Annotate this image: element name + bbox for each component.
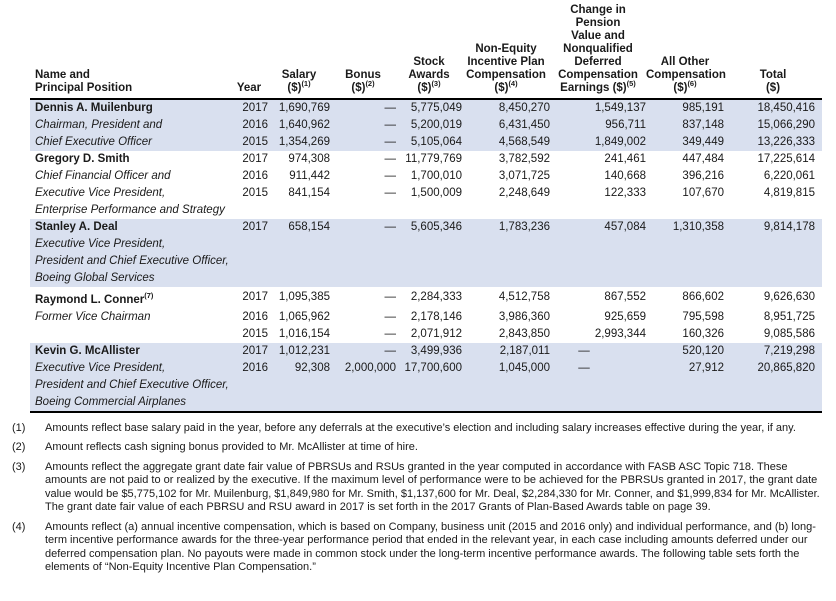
cell-bonus: — bbox=[384, 153, 396, 165]
cell-total: 4,819,815 bbox=[763, 187, 815, 199]
header-line: ($) bbox=[351, 82, 366, 94]
header-line: Total bbox=[759, 69, 787, 81]
cell-year: 2017 bbox=[230, 99, 268, 117]
column-header-year bbox=[230, 4, 268, 99]
cell-year: 2016 bbox=[242, 170, 268, 182]
header-line: Stock bbox=[413, 56, 445, 68]
cell-salary bbox=[268, 377, 330, 394]
executive-position-line bbox=[30, 326, 230, 343]
executive-position-line: Chief Financial Officer and bbox=[35, 170, 171, 182]
header-line: Year bbox=[236, 82, 262, 94]
cell-stock: 11,779,769 bbox=[405, 153, 462, 165]
cell-neip bbox=[462, 253, 550, 270]
cell-bonus: — bbox=[384, 187, 396, 199]
column-header-pension bbox=[550, 4, 646, 99]
cell-total: 13,226,333 bbox=[724, 134, 822, 151]
cell-year: 2017 bbox=[242, 291, 268, 304]
cell-total: 6,220,061 bbox=[763, 170, 815, 182]
header-line: Principal Position bbox=[35, 82, 133, 94]
header-line: Change in bbox=[570, 4, 626, 16]
footnote-ref: (4) bbox=[508, 79, 518, 89]
cell-other: 160,326 bbox=[682, 327, 724, 340]
cell-pension: 1,549,137 bbox=[550, 99, 646, 117]
cell-pension: — bbox=[550, 343, 646, 360]
cell-year: 2017 bbox=[230, 343, 268, 360]
cell-salary: 1,095,385 bbox=[278, 291, 330, 304]
cell-salary: 1,012,231 bbox=[268, 343, 330, 360]
table-header-row bbox=[30, 4, 822, 99]
cell-neip: 2,843,850 bbox=[498, 327, 550, 340]
cell-other: 985,191 bbox=[646, 99, 724, 117]
cell-neip: 3,782,592 bbox=[498, 153, 550, 165]
cell-total bbox=[724, 253, 822, 270]
executive-name bbox=[30, 219, 230, 236]
cell-neip bbox=[462, 236, 550, 253]
executive-name-text: Gregory D. Smith bbox=[35, 153, 130, 165]
column-header-bonus bbox=[330, 4, 396, 99]
cell-salary: 1,354,269 bbox=[268, 134, 330, 151]
cell-other: 520,120 bbox=[646, 343, 724, 360]
header-line: Compensation bbox=[646, 69, 726, 81]
cell-neip: 4,512,758 bbox=[498, 291, 550, 304]
executive-position-line: Former Vice Chairman bbox=[35, 310, 151, 323]
cell-bonus bbox=[330, 377, 396, 394]
footnotes-section bbox=[12, 422, 826, 575]
cell-year bbox=[230, 253, 268, 270]
cell-neip bbox=[462, 270, 550, 287]
footnote-number: (3) bbox=[12, 460, 26, 473]
cell-salary: 974,308 bbox=[288, 153, 330, 165]
table-body bbox=[30, 99, 822, 412]
table-row bbox=[30, 99, 822, 117]
cell-salary: 92,308 bbox=[268, 360, 330, 377]
footnote-number: (1) bbox=[12, 421, 26, 434]
cell-bonus: — bbox=[384, 291, 396, 304]
table-row bbox=[30, 219, 822, 236]
table-row bbox=[30, 377, 822, 394]
header-line: Non-Equity bbox=[475, 43, 537, 55]
header-line: Name and bbox=[35, 69, 90, 81]
footnote-3 bbox=[12, 461, 826, 515]
cell-stock: 1,500,009 bbox=[410, 187, 462, 199]
cell-salary: 911,442 bbox=[289, 170, 330, 182]
column-header-other bbox=[646, 4, 724, 99]
cell-stock: 5,105,064 bbox=[396, 134, 462, 151]
executive-position-line: Chief Executive Officer bbox=[30, 134, 230, 151]
executive-position-line: Executive Vice President, bbox=[35, 187, 166, 199]
executive-position-line: Executive Vice President, bbox=[30, 236, 230, 253]
cell-other bbox=[646, 253, 724, 270]
executive-position-line: President and Chief Executive Officer, bbox=[30, 253, 230, 270]
cell-stock: 1,700,010 bbox=[410, 170, 462, 182]
header-line: ($) bbox=[765, 82, 781, 94]
cell-other: 447,484 bbox=[682, 153, 724, 165]
executive-name bbox=[30, 99, 230, 117]
cell-year: 2016 bbox=[230, 117, 268, 134]
table-row bbox=[30, 117, 822, 134]
cell-pension: 2,993,344 bbox=[594, 327, 646, 340]
cell-total bbox=[724, 236, 822, 253]
column-header-stock bbox=[396, 4, 462, 99]
cell-stock bbox=[396, 377, 462, 394]
header-line: Deferred bbox=[574, 56, 622, 68]
cell-pension bbox=[550, 236, 646, 253]
executive-name bbox=[30, 151, 230, 168]
footnote-4 bbox=[12, 521, 826, 575]
cell-salary bbox=[268, 253, 330, 270]
table-row bbox=[30, 134, 822, 151]
cell-bonus: — bbox=[384, 170, 396, 182]
executive-position-line: President and Chief Executive Officer, bbox=[30, 377, 230, 394]
cell-salary: 1,065,962 bbox=[278, 310, 330, 323]
cell-neip: 1,045,000 bbox=[462, 360, 550, 377]
cell-neip bbox=[462, 394, 550, 412]
cell-total: 17,225,614 bbox=[757, 153, 815, 165]
column-header-salary bbox=[268, 4, 330, 99]
cell-salary: 658,154 bbox=[268, 219, 330, 236]
summary-compensation-document bbox=[0, 4, 836, 601]
cell-bonus bbox=[330, 202, 396, 219]
cell-year: 2016 bbox=[242, 310, 268, 323]
cell-year bbox=[230, 377, 268, 394]
cell-stock bbox=[396, 236, 462, 253]
cell-stock: 2,284,333 bbox=[410, 291, 462, 304]
cell-stock bbox=[396, 394, 462, 412]
cell-stock bbox=[396, 202, 462, 219]
cell-pension: 457,084 bbox=[550, 219, 646, 236]
cell-neip bbox=[462, 202, 550, 219]
cell-total: 7,219,298 bbox=[724, 343, 822, 360]
cell-year: 2015 bbox=[242, 327, 268, 340]
cell-pension: 140,668 bbox=[604, 170, 646, 182]
footnote-ref: (5) bbox=[626, 79, 636, 89]
cell-stock: 3,499,936 bbox=[396, 343, 462, 360]
cell-year: 2015 bbox=[230, 134, 268, 151]
footnote-text: Amounts reflect the aggregate grant date fair value of PBRSUs and RSUs granted in the year computed in accordance with FASB ASC Topic 718. These amounts are not paid to or realized by the executive. If the maximum level of performance were to be achieved for the PBRSUs granted in 2017, the grant date value would be $5,775,102 for Mr. Muilenburg, $1,849,980 for Mr. Smith, $1,137,600 for Mr. Deal, $2,284,330 for Mr. Conner, and $1,999,834 for Mr. McAllister. The grant date fair value of each PBRSU and RSU award in 2017 is set forth in the 2017 Grants of Plan-Based Awards table on page 39. bbox=[45, 460, 820, 514]
cell-pension bbox=[550, 377, 646, 394]
table-row bbox=[30, 236, 822, 253]
header-line: Compensation bbox=[466, 69, 546, 81]
header-line: ($) bbox=[494, 82, 509, 94]
cell-salary: 1,690,769 bbox=[268, 99, 330, 117]
header-line: Bonus bbox=[345, 69, 381, 81]
cell-bonus: — bbox=[330, 117, 396, 134]
column-header-total bbox=[724, 4, 822, 99]
footnote-number: (2) bbox=[12, 441, 26, 454]
table-row bbox=[30, 270, 822, 287]
cell-total: 9,626,630 bbox=[763, 291, 815, 304]
cell-other: 866,602 bbox=[682, 291, 724, 304]
executive-position-line: Boeing Global Services bbox=[30, 270, 230, 287]
header-line: Nonqualified bbox=[563, 43, 633, 55]
cell-bonus bbox=[330, 394, 396, 412]
header-line: All Other bbox=[660, 56, 710, 68]
cell-other bbox=[646, 236, 724, 253]
cell-stock: 17,700,600 bbox=[396, 360, 462, 377]
cell-bonus: — bbox=[384, 310, 396, 323]
cell-pension bbox=[550, 253, 646, 270]
table-row bbox=[30, 394, 822, 412]
table-header bbox=[30, 4, 822, 99]
cell-neip bbox=[462, 377, 550, 394]
cell-year bbox=[230, 270, 268, 287]
cell-bonus: 2,000,000 bbox=[330, 360, 396, 377]
cell-bonus: — bbox=[384, 327, 396, 340]
executive-name bbox=[30, 287, 230, 309]
header-line: ($) bbox=[287, 82, 302, 94]
summary-compensation-table bbox=[30, 4, 822, 413]
cell-pension: 241,461 bbox=[604, 153, 646, 165]
cell-stock: 2,178,146 bbox=[410, 310, 462, 323]
footnote-number: (4) bbox=[12, 520, 26, 533]
cell-total: 15,066,290 bbox=[724, 117, 822, 134]
header-line: Compensation bbox=[558, 69, 638, 81]
header-line: Earnings ($) bbox=[560, 82, 627, 94]
cell-pension bbox=[550, 202, 646, 219]
cell-year: 2016 bbox=[230, 360, 268, 377]
cell-bonus bbox=[330, 253, 396, 270]
cell-salary bbox=[268, 394, 330, 412]
footnote-ref: (2) bbox=[365, 79, 375, 89]
header-line: Incentive Plan bbox=[467, 56, 545, 68]
cell-salary bbox=[268, 236, 330, 253]
cell-bonus bbox=[330, 236, 396, 253]
header-line: ($) bbox=[417, 82, 432, 94]
cell-bonus: — bbox=[330, 219, 396, 236]
cell-neip: 2,187,011 bbox=[462, 343, 550, 360]
cell-other: 107,670 bbox=[682, 187, 724, 199]
column-header-neip bbox=[462, 4, 550, 99]
footnote-text: Amounts reflect (a) annual incentive compensation, which is based on Company, business unit (2015 and 2016 only) and individual performance, and (b) long-term incentive performance awards for the three-year performance period that ended in the relevant year, in each case including amounts deferred under our deferred compensation plan. No payouts were made in common stock under the long-term incentive performance awards. The following table sets forth the elements of “Non-Equity Incentive Plan Compensation.” bbox=[45, 520, 816, 574]
cell-total: 9,085,586 bbox=[763, 327, 815, 340]
cell-stock bbox=[396, 270, 462, 287]
cell-neip: 6,431,450 bbox=[462, 117, 550, 134]
table-row bbox=[30, 253, 822, 270]
cell-pension: 1,849,002 bbox=[550, 134, 646, 151]
executive-name-text: Stanley A. Deal bbox=[35, 221, 118, 233]
cell-pension: 122,333 bbox=[604, 187, 646, 199]
footnote-1 bbox=[12, 422, 826, 436]
cell-year bbox=[230, 202, 268, 219]
cell-stock: 2,071,912 bbox=[410, 327, 462, 340]
cell-neip: 8,450,270 bbox=[462, 99, 550, 117]
cell-neip: 3,071,725 bbox=[498, 170, 550, 182]
cell-year: 2015 bbox=[242, 187, 268, 199]
cell-year: 2017 bbox=[230, 219, 268, 236]
cell-pension: — bbox=[550, 360, 646, 377]
cell-total bbox=[724, 377, 822, 394]
table-row bbox=[30, 202, 822, 219]
cell-stock: 5,200,019 bbox=[396, 117, 462, 134]
cell-neip: 3,986,360 bbox=[498, 310, 550, 323]
cell-salary bbox=[268, 270, 330, 287]
cell-total: 9,814,178 bbox=[724, 219, 822, 236]
cell-bonus: — bbox=[330, 343, 396, 360]
footnote-ref: (6) bbox=[687, 79, 697, 89]
cell-salary: 1,640,962 bbox=[268, 117, 330, 134]
cell-other bbox=[646, 202, 724, 219]
executive-name bbox=[30, 343, 230, 360]
cell-stock bbox=[396, 253, 462, 270]
header-line: Salary bbox=[281, 69, 317, 81]
table-row bbox=[30, 287, 822, 309]
cell-stock: 5,605,346 bbox=[396, 219, 462, 236]
executive-position-line: Boeing Commercial Airplanes bbox=[30, 394, 230, 412]
table-row bbox=[30, 168, 822, 185]
cell-year bbox=[230, 236, 268, 253]
cell-other bbox=[646, 270, 724, 287]
cell-salary: 1,016,154 bbox=[278, 327, 330, 340]
footnote-text: Amounts reflect base salary paid in the year, before any deferrals at the executive’s election and including salary increases effective during the year, if any. bbox=[45, 421, 796, 434]
table-row bbox=[30, 343, 822, 360]
cell-pension bbox=[550, 270, 646, 287]
header-line: Pension bbox=[575, 17, 621, 29]
header-line: Awards bbox=[408, 69, 450, 81]
cell-bonus bbox=[330, 270, 396, 287]
cell-total: 18,450,416 bbox=[724, 99, 822, 117]
executive-name-text: Raymond L. Conner bbox=[35, 293, 145, 306]
executive-position-line: Chairman, President and bbox=[30, 117, 230, 134]
footnote-ref: (7) bbox=[144, 291, 154, 300]
cell-total bbox=[724, 394, 822, 412]
cell-total bbox=[724, 202, 822, 219]
header-line: ($) bbox=[673, 82, 688, 94]
table-row bbox=[30, 326, 822, 343]
header-line: Value and bbox=[571, 30, 625, 42]
cell-bonus: — bbox=[330, 99, 396, 117]
cell-other bbox=[646, 394, 724, 412]
cell-salary: 841,154 bbox=[288, 187, 330, 199]
table-row bbox=[30, 309, 822, 326]
cell-year: 2017 bbox=[242, 153, 268, 165]
footnote-text: Amount reflects cash signing bonus provided to Mr. McAllister at time of hire. bbox=[45, 441, 418, 454]
cell-other: 27,912 bbox=[646, 360, 724, 377]
cell-neip: 4,568,549 bbox=[462, 134, 550, 151]
cell-stock: 5,775,049 bbox=[396, 99, 462, 117]
cell-neip: 1,783,236 bbox=[462, 219, 550, 236]
cell-neip: 2,248,649 bbox=[498, 187, 550, 199]
cell-salary bbox=[268, 202, 330, 219]
executive-name-text: Dennis A. Muilenburg bbox=[35, 102, 153, 114]
footnote-ref: (1) bbox=[301, 79, 311, 89]
cell-pension: 956,711 bbox=[550, 117, 646, 134]
cell-total bbox=[724, 270, 822, 287]
executive-position-line: Executive Vice President, bbox=[30, 360, 230, 377]
table-row bbox=[30, 185, 822, 202]
footnote-ref: (3) bbox=[431, 79, 441, 89]
cell-pension bbox=[550, 394, 646, 412]
footnote-2 bbox=[12, 441, 826, 455]
cell-other: 837,148 bbox=[646, 117, 724, 134]
executive-name-text: Kevin G. McAllister bbox=[35, 344, 140, 357]
cell-other: 396,216 bbox=[682, 170, 724, 182]
table-row bbox=[30, 360, 822, 377]
cell-bonus: — bbox=[330, 134, 396, 151]
cell-year bbox=[230, 394, 268, 412]
cell-pension: 867,552 bbox=[604, 291, 646, 304]
cell-other: 795,598 bbox=[682, 310, 724, 323]
table-row bbox=[30, 151, 822, 168]
cell-pension: 925,659 bbox=[604, 310, 646, 323]
cell-other: 349,449 bbox=[646, 134, 724, 151]
cell-other: 1,310,358 bbox=[646, 219, 724, 236]
executive-position-line: Enterprise Performance and Strategy bbox=[35, 204, 225, 216]
cell-other bbox=[646, 377, 724, 394]
cell-total: 20,865,820 bbox=[724, 360, 822, 377]
column-header-name bbox=[30, 4, 230, 99]
cell-total: 8,951,725 bbox=[763, 310, 815, 323]
